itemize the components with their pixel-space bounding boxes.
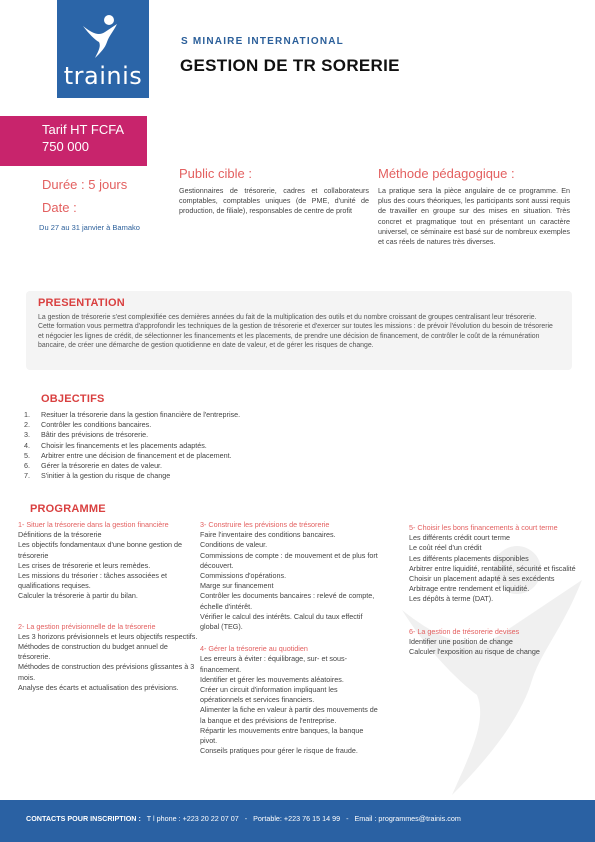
item-text: Choisir les financements et les placements adaptés. xyxy=(41,440,207,450)
module-item: Arbitrer entre liquidité, rentabilité, sécurité et fiscalité xyxy=(409,563,576,573)
module-item: Calculer la trésorerie à partir du bilan. xyxy=(18,591,138,601)
date-value: Du 27 au 31 janvier à Bamako xyxy=(39,223,140,232)
item-number: 4. xyxy=(24,440,30,450)
module-item: Identifier et gérer les mouvements aléatoires. xyxy=(200,674,344,684)
duree-label: Durée : 5 jours xyxy=(42,177,128,192)
item-number: 5. xyxy=(24,450,30,460)
programme-column-2 xyxy=(200,520,380,756)
presentation-title: PRESENTATION xyxy=(38,297,125,309)
module-item: Répartir les mouvements entre banques, la banque pivot. xyxy=(200,725,364,746)
module-title: 6- La gestion de trésorerie devises xyxy=(409,626,520,636)
list-item xyxy=(24,471,344,481)
list-item xyxy=(24,430,344,440)
module-item: Vérifier le calcul des intérêts. Calcul du taux effectif global (TEG). xyxy=(200,611,363,632)
module-item: Les missions du trésorier : tâches associées et qualifications requises. xyxy=(18,571,168,591)
item-text: S'initier à la gestion du risque de change xyxy=(41,471,171,481)
module-item: Conseils pratiques pour gérer le risque de fraude. xyxy=(200,746,358,756)
presentation-paragraph: Cette formation vous permettra d'approfondir les techniques de la gestion de trésorerie et d'exercer sur toutes les missions : de prévoir l'évolution du besoin de trésorerie et négocier les lignes de crédit, de sélectionner les financements et les placements, de prendre une décision de financement, de contrôler le coût de la rémunération bancaire, de créer une démarche de gestion quotidienne en date de valeur, et de gérer les risques de change. xyxy=(38,323,553,350)
footer xyxy=(0,800,595,842)
module-item: Les crises de trésorerie et leurs remèdes. xyxy=(18,560,151,570)
footer-phone: T l phone : +223 20 22 07 07 xyxy=(146,814,239,823)
list-item xyxy=(24,420,344,430)
module-item: Les différents placements disponibles xyxy=(409,553,529,563)
public-cible-text: Gestionnaires de trésorerie, cadres et collaborateurs comptables, comptables uniques (de PME, d'unité de production, de filiale), responsables de centre de profit xyxy=(179,186,369,216)
separator: - xyxy=(244,814,248,823)
module-title: 1- Situer la trésorerie dans la gestion financière xyxy=(18,520,169,529)
module-item: Identifier une position de change xyxy=(409,636,513,646)
module-item: Faire l'inventaire des conditions bancaires. xyxy=(200,530,336,540)
objectifs-title: OBJECTIFS xyxy=(41,393,105,405)
module-item: Commissions d'opérations. xyxy=(200,571,287,581)
item-number: 1. xyxy=(24,410,30,419)
module-item: Analyse des écarts et actualisation des prévisions. xyxy=(18,682,179,692)
objectifs-list xyxy=(24,410,344,481)
module-item: Contrôler les documents bancaires : relevé de compte, échelle d'intérêt. xyxy=(200,591,375,611)
module-item: Les différents crédit court terme xyxy=(409,533,510,543)
public-cible-title: Public cible : xyxy=(179,166,252,181)
item-text: Contrôler les conditions bancaires. xyxy=(41,420,152,430)
item-text: Arbitrer entre une décision de financement et de placement. xyxy=(41,450,232,460)
module-item: Les dépôts à terme (DAT). xyxy=(409,594,494,604)
module-item: Méthodes de construction du budget annuel de trésorerie. xyxy=(18,642,168,662)
module-item: Créer un circuit d'information impliquant les opérationnels et services financiers. xyxy=(200,685,338,705)
item-number: 7. xyxy=(24,471,30,481)
seminar-label: S MINAIRE INTERNATIONAL xyxy=(181,36,344,47)
presentation-text xyxy=(38,313,560,351)
item-text: Bâtir des prévisions de trésorerie. xyxy=(41,430,149,440)
module-item: Marge sur financement xyxy=(200,581,274,591)
module-item: Calculer l'exposition au risque de change xyxy=(409,647,540,657)
tarif-label: Tarif HT FCFA xyxy=(42,122,125,137)
module-item: Commissions de compte : de mouvement et de plus fort découvert. xyxy=(200,550,378,570)
module-item: Les objectifs fondamentaux d'une bonne gestion de trésorerie xyxy=(18,540,183,560)
programme-title: PROGRAMME xyxy=(30,503,106,515)
module-item: Les erreurs à éviter : équilibrage, sur- et sous-financement. xyxy=(200,654,348,674)
list-item xyxy=(24,441,344,451)
methode-text: La pratique sera la pièce angulaire de ce programme. En plus des cours théoriques, les participants sont aussi requis de travailler en groupe sur des mises en situation. Très concret et pragmatique tout en présentant un caractère universel, ce séminaire est basé sur de nombreux exemples et cas réels de natures très diverses. xyxy=(378,186,570,247)
module-item: Conditions de valeur. xyxy=(200,540,268,550)
programme-column-1 xyxy=(18,520,198,693)
separator: - xyxy=(346,814,349,823)
footer-contacts xyxy=(26,814,461,823)
page-title: GESTION DE TR SORERIE xyxy=(180,56,400,75)
list-item xyxy=(24,410,344,420)
date-label: Date : xyxy=(42,200,77,215)
module-title: 5- Choisir les bons financements à court terme xyxy=(409,523,558,532)
methode-title: Méthode pédagogique : xyxy=(378,166,515,181)
footer-mobile: Portable: +223 76 15 14 99 xyxy=(253,814,341,823)
tarif-price: 750 000 xyxy=(42,139,89,154)
module-title: 2- La gestion prévisionnelle de la trésorerie xyxy=(18,621,156,631)
item-number: 6. xyxy=(24,461,30,471)
tarif-box xyxy=(0,116,147,166)
list-item xyxy=(24,451,344,461)
module-item: Arbitrage entre rendement et liquidité. xyxy=(409,584,530,594)
module-item: Méthodes de construction des prévisions glissantes à 3 mois. xyxy=(18,662,195,682)
item-number: 2. xyxy=(24,420,30,430)
presentation-paragraph: La gestion de trésorerie s'est complexifiée ces dernières années du fait de la multiplication des outils et du nombre croissant de groupes centralisant leur trésorerie. xyxy=(38,314,537,321)
programme-column-3 xyxy=(409,523,589,657)
module-item: Les 3 horizons prévisionnels et leurs objectifs respectifs. xyxy=(18,631,198,641)
module-title: 3- Construire les prévisions de trésorerie xyxy=(200,520,330,529)
list-item xyxy=(24,461,344,471)
module-title: 4- Gérer la trésorerie au quotidien xyxy=(200,644,308,654)
person-jumping-icon xyxy=(79,14,127,62)
module-item: Choisir un placement adapté à ses excédents xyxy=(409,574,555,584)
item-text: Resituer la trésorerie dans la gestion financière de l'entreprise. xyxy=(41,410,241,419)
footer-label: CONTACTS POUR INSCRIPTION : xyxy=(26,814,141,823)
logo xyxy=(57,0,149,98)
module-item: Définitions de la trésorerie xyxy=(18,530,102,540)
footer-email[interactable]: Email : programmes@trainis.com xyxy=(354,814,461,823)
module-item: Alimenter la fiche en valeur à partir des mouvements de la banque et des prévisions de l'entreprise. xyxy=(200,705,378,725)
item-text: Gérer la trésorerie en dates de valeur. xyxy=(41,461,163,471)
item-number: 3. xyxy=(24,430,30,440)
logo-text: trainis xyxy=(63,62,143,90)
module-item: Le coût réel d'un crédit xyxy=(409,543,482,553)
